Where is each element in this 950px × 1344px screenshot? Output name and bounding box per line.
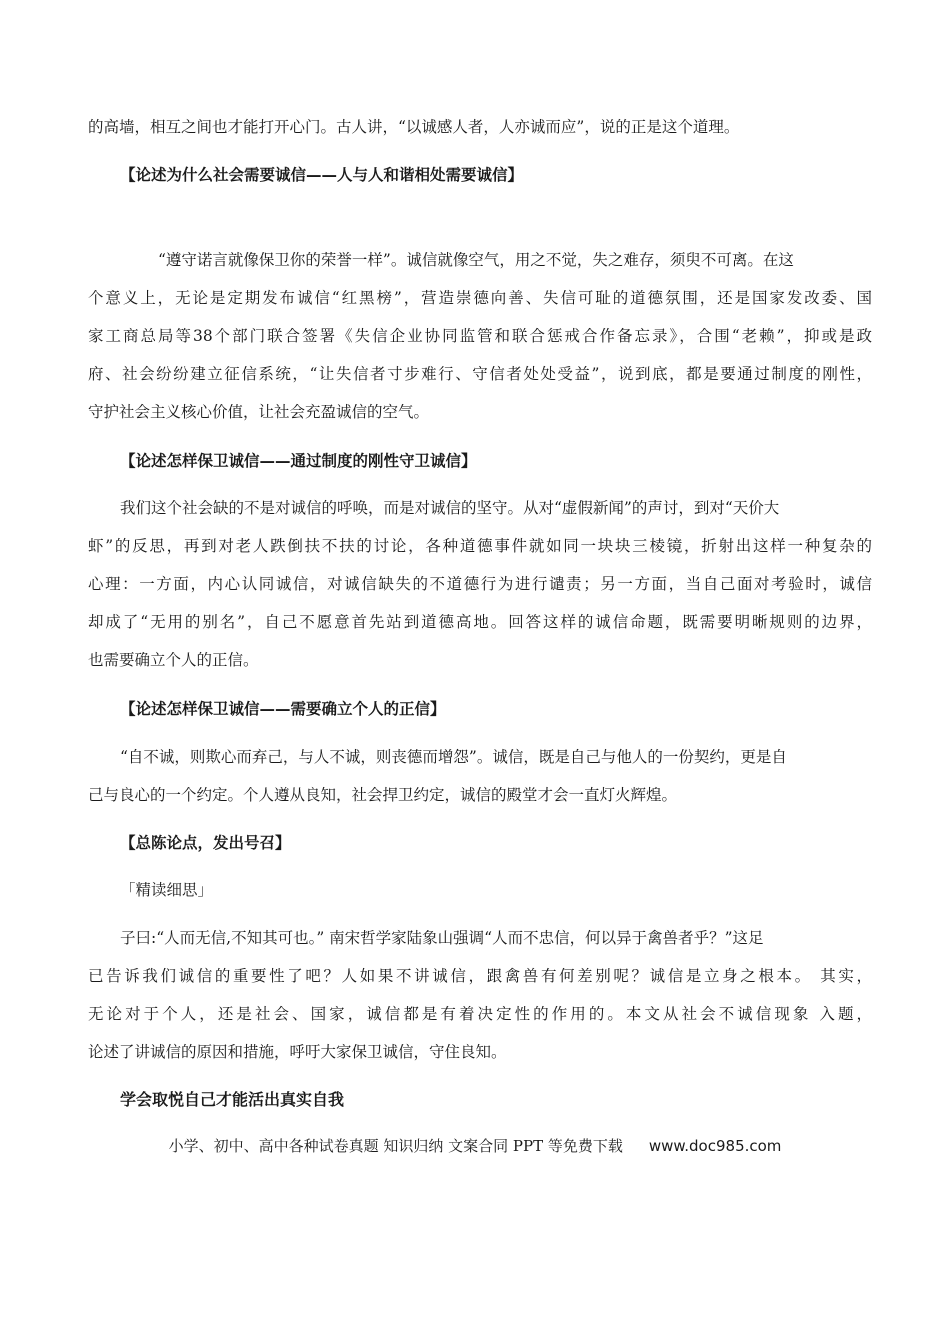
paragraph-line: 心理：一方面，内心认同诚信，对诚信缺失的不道德行为进行谴责；另一方面，当自己面对考验时，诚信 (88, 575, 872, 593)
footer-url[interactable]: www.doc985.com (648, 1137, 782, 1155)
section-heading: 【总陈论点，发出号召】 (120, 834, 291, 852)
section-label: 「精读细思」 (120, 881, 214, 899)
paragraph-line: 虾”的反思，再到对老人跌倒扶不扶的讨论，各种道德事件就如同一块块三棱镜，折射出这样一种复杂的 (88, 537, 872, 555)
paragraph-line: 守护社会主义核心价值，让社会充盈诚信的空气。 (88, 403, 430, 421)
footer-text: 小学、初中、高中各种试卷真题 知识归纳 文案合同 PPT 等免费下载 (168, 1137, 623, 1155)
paragraph-line: 的高墙，相互之间也才能打开心门。古人讲，“以诚感人者，人亦诚而应”，说的正是这个道理。 (88, 118, 740, 136)
paragraph-line: 己与良心的一个约定。个人遵从良知，社会捍卫约定，诚信的殿堂才会一直灯火辉煌。 (88, 786, 678, 804)
paragraph-line: 无论对于个人，还是社会、国家，诚信都是有着决定性的作用的。本文从社会不诚信现象 入题， (88, 1005, 872, 1023)
paragraph-line: 个意义上，无论是定期发布诚信“红黑榜”，营造崇德向善、失信可耻的道德氛围，还是国家发改委、国 (88, 289, 872, 307)
paragraph-line: 子曰:“人而无信,不知其可也。” 南宋哲学家陆象山强调“人而不忠信，何以异于禽兽者乎？”这足 (120, 929, 764, 947)
section-heading: 【论述怎样保卫诚信——需要确立个人的正信】 (120, 700, 446, 718)
section-heading: 【论述怎样保卫诚信——通过制度的刚性守卫诚信】 (120, 452, 477, 470)
paragraph-line: 也需要确立个人的正信。 (88, 651, 259, 669)
paragraph-line: 我们这个社会缺的不是对诚信的呼唤，而是对诚信的坚守。从对“虚假新闻”的声讨，到对“天价大 (120, 499, 780, 517)
paragraph-line: “自不诚，则欺心而弃己，与人不诚，则丧德而增怨”。诚信，既是自己与他人的一份契约，更是自 (120, 748, 787, 766)
section-heading: 【论述为什么社会需要诚信——人与人和谐相处需要诚信】 (120, 166, 524, 184)
paragraph-line: 却成了“无用的别名”，自己不愿意首先站到道德高地。回答这样的诚信命题，既需要明晰规则的边界， (88, 613, 872, 631)
paragraph-line: 已告诉我们诚信的重要性了吧？人如果不讲诚信，跟禽兽有何差别呢？诚信是立身之根本。 其实， (88, 967, 872, 985)
next-article-title: 学会取悦自己才能活出真实自我 (120, 1090, 345, 1109)
paragraph-line: 论述了讲诚信的原因和措施，呼吁大家保卫诚信，守住良知。 (88, 1043, 507, 1061)
page-footer (0, 1136, 950, 1156)
paragraph-line: 府、社会纷纷建立征信系统，“让失信者寸步难行、守信者处处受益”，说到底，都是要通过制度的刚性， (88, 365, 872, 383)
paragraph-line: “遵守诺言就像保卫你的荣誉一样”。诚信就像空气，用之不觉，失之难存，须臾不可离。在这 (158, 251, 794, 269)
paragraph-line: 家工商总局等38个部门联合签署《失信企业协同监管和联合惩戒合作备忘录》，合围“老赖”，抑或是政 (88, 327, 872, 345)
